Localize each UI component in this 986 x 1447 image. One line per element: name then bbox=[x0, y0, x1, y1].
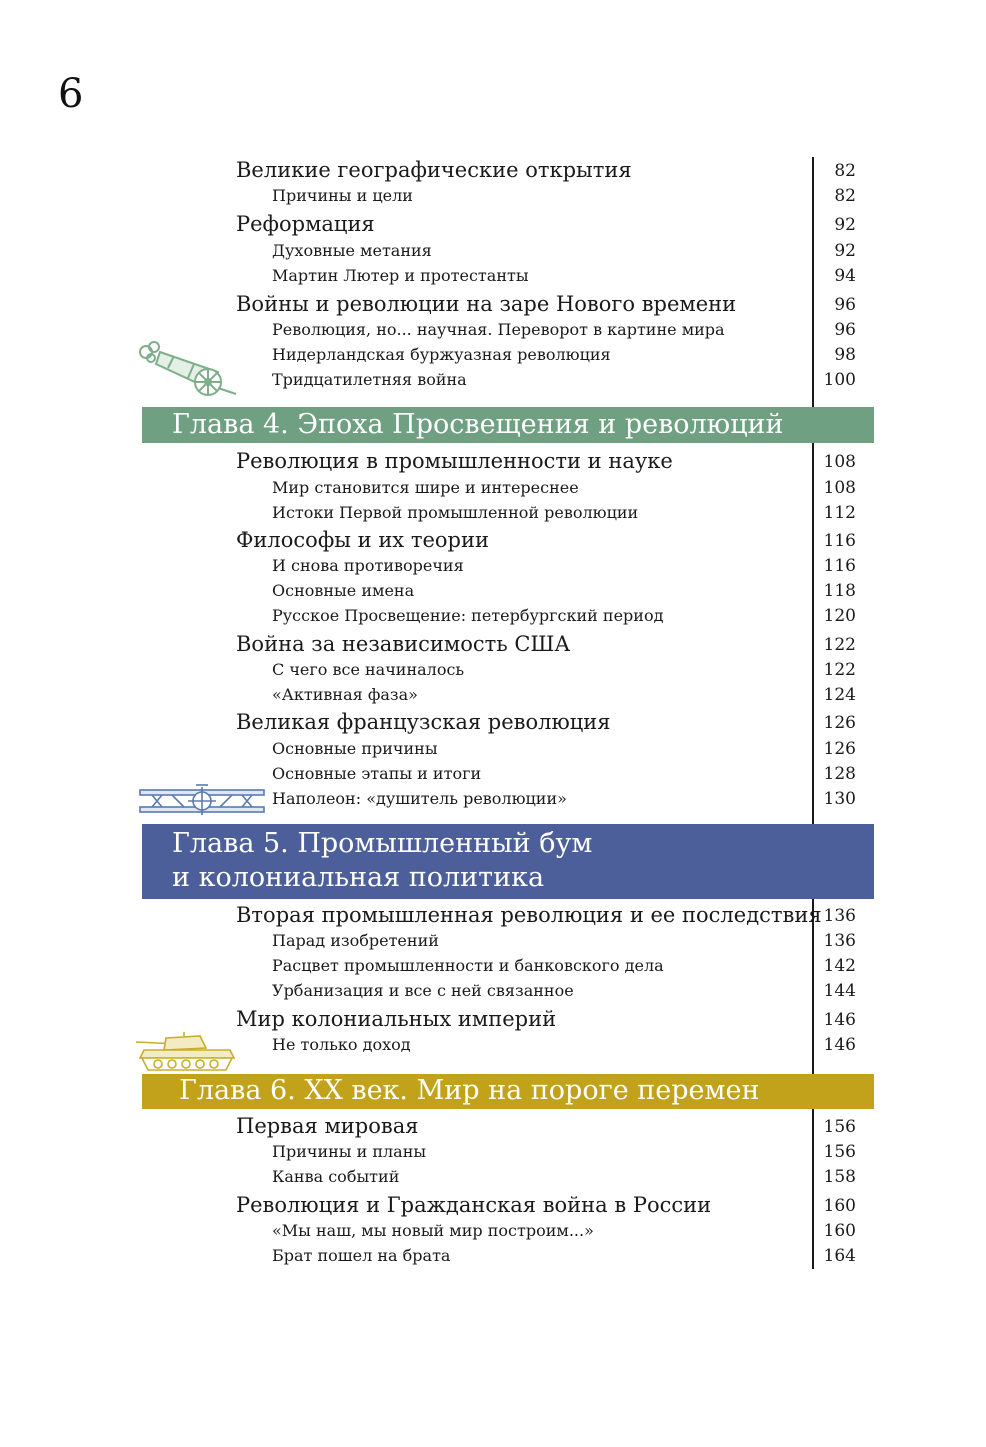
tank-icon bbox=[134, 1030, 238, 1074]
cannon-icon bbox=[134, 338, 240, 398]
toc-subentry-page: 82 bbox=[834, 186, 856, 206]
toc-subentry[interactable] bbox=[0, 500, 986, 526]
toc-subentry[interactable] bbox=[0, 682, 986, 708]
toc-entry[interactable] bbox=[0, 527, 986, 553]
toc-subentry[interactable] bbox=[0, 978, 986, 1004]
toc-subentry-title: Расцвет промышленности и банковского дела bbox=[272, 956, 664, 975]
toc-subentry-title: Парад изобретений bbox=[272, 931, 439, 950]
chapter-5-title-line2: и колониальная политика bbox=[172, 862, 545, 893]
toc-subentry[interactable] bbox=[0, 736, 986, 762]
toc-entry[interactable] bbox=[0, 291, 986, 317]
toc-subentry-page: 98 bbox=[834, 345, 856, 365]
toc-entry-page: 146 bbox=[823, 1010, 856, 1030]
chapter-6-heading[interactable] bbox=[142, 1074, 874, 1109]
toc-subentry[interactable] bbox=[0, 183, 986, 209]
toc-subentry[interactable] bbox=[0, 1164, 986, 1190]
toc-subentry-page: 144 bbox=[823, 981, 856, 1001]
toc-entry-page: 82 bbox=[834, 161, 856, 181]
chapter-5-heading[interactable] bbox=[142, 824, 874, 899]
toc-subentry[interactable] bbox=[0, 553, 986, 579]
toc-subentry[interactable] bbox=[0, 603, 986, 629]
toc-subentry[interactable] bbox=[0, 475, 986, 501]
toc-subentry-page: 108 bbox=[823, 478, 856, 498]
toc-subentry-title: С чего все начиналось bbox=[272, 660, 465, 679]
toc-subentry-title: Брат пошел на брата bbox=[272, 1246, 451, 1265]
toc-subentry-page: 126 bbox=[823, 739, 856, 759]
toc-entry-title: Великие географические открытия bbox=[236, 158, 632, 182]
toc-entry[interactable] bbox=[0, 1192, 986, 1218]
toc-subentry-page: 122 bbox=[823, 660, 856, 680]
toc-entry-title: Война за независимость США bbox=[236, 632, 571, 656]
toc-subentry-page: 96 bbox=[834, 320, 856, 340]
toc-subentry-page: 92 bbox=[834, 241, 856, 261]
toc-subentry-page: 130 bbox=[823, 789, 856, 809]
toc-subentry[interactable] bbox=[0, 1139, 986, 1165]
toc-subentry-title: Канва событий bbox=[272, 1167, 400, 1186]
toc-entry-page: 156 bbox=[823, 1117, 856, 1137]
toc-entry[interactable] bbox=[0, 709, 986, 735]
toc-entry-title: Великая французская революция bbox=[236, 710, 611, 734]
toc-entry-title: Философы и их теории bbox=[236, 528, 489, 552]
toc-subentry-title: Урбанизация и все с ней связанное bbox=[272, 981, 574, 1000]
toc-entry-page: 96 bbox=[834, 295, 856, 315]
toc-subentry-page: 164 bbox=[823, 1246, 856, 1266]
toc-subentry[interactable] bbox=[0, 1243, 986, 1269]
toc-subentry-title: Тридцатилетняя война bbox=[272, 370, 467, 389]
toc-subentry-title: «Активная фаза» bbox=[272, 685, 418, 704]
toc-entry[interactable] bbox=[0, 157, 986, 183]
toc-subentry-title: Основные этапы и итоги bbox=[272, 764, 482, 783]
toc-entry-title: Революция и Гражданская война в России bbox=[236, 1193, 712, 1217]
toc-entry[interactable] bbox=[0, 631, 986, 657]
toc-entry[interactable] bbox=[0, 211, 986, 237]
toc-subentry-page: 116 bbox=[823, 556, 856, 576]
toc-subentry-title: Русское Просвещение: петербургский период bbox=[272, 606, 664, 625]
toc-entry-page: 160 bbox=[823, 1196, 856, 1216]
chapter-4-title: Глава 4. Эпоха Просвещения и революций bbox=[172, 409, 784, 440]
chapter-4-heading[interactable] bbox=[142, 407, 874, 443]
toc-entry-page: 108 bbox=[823, 452, 856, 472]
toc-subentry-page: 100 bbox=[823, 370, 856, 390]
toc-subentry-title: И снова противоречия bbox=[272, 556, 464, 575]
toc-subentry-page: 142 bbox=[823, 956, 856, 976]
toc-subentry-title: Духовные метания bbox=[272, 241, 432, 260]
toc-entry-page: 122 bbox=[823, 635, 856, 655]
toc-subentry[interactable] bbox=[0, 928, 986, 954]
toc-subentry-page: 158 bbox=[823, 1167, 856, 1187]
toc-subentry-page: 94 bbox=[834, 266, 856, 286]
toc-entry-page: 136 bbox=[823, 906, 856, 926]
toc-entry-page: 116 bbox=[823, 531, 856, 551]
toc-entry[interactable] bbox=[0, 448, 986, 474]
toc-subentry[interactable] bbox=[0, 953, 986, 979]
toc-subentry[interactable] bbox=[0, 1218, 986, 1244]
toc-entry-title: Реформация bbox=[236, 212, 375, 236]
chapter-6-title: Глава 6. XX век. Мир на пороге перемен bbox=[179, 1075, 760, 1106]
toc-entry-title: Революция в промышленности и науке bbox=[236, 449, 673, 473]
toc-subentry-page: 118 bbox=[823, 581, 856, 601]
toc-subentry-title: Основные причины bbox=[272, 739, 438, 758]
toc-subentry-page: 128 bbox=[823, 764, 856, 784]
toc-subentry-page: 160 bbox=[823, 1221, 856, 1241]
toc-entry[interactable] bbox=[0, 902, 986, 928]
toc-subentry-page: 146 bbox=[823, 1035, 856, 1055]
toc-subentry-title: Причины и планы bbox=[272, 1142, 427, 1161]
toc-subentry[interactable] bbox=[0, 657, 986, 683]
toc-subentry-title: Основные имена bbox=[272, 581, 415, 600]
toc-entry-title: Войны и революции на заре Нового времени bbox=[236, 292, 737, 316]
toc-subentry-page: 112 bbox=[823, 503, 856, 523]
toc-subentry-title: Нидерландская буржуазная революция bbox=[272, 345, 611, 364]
toc-subentry-page: 124 bbox=[823, 685, 856, 705]
toc-subentry-title: Мартин Лютер и протестанты bbox=[272, 266, 529, 285]
toc-entry-title: Мир колониальных империй bbox=[236, 1007, 557, 1031]
toc-entry-page: 92 bbox=[834, 215, 856, 235]
page-number: 6 bbox=[58, 71, 84, 117]
chapter-5-title-line1: Глава 5. Промышленный бум bbox=[172, 828, 593, 859]
biplane-icon bbox=[138, 784, 266, 818]
toc-subentry-title: Мир становится шире и интереснее bbox=[272, 478, 579, 497]
toc-subentry-title: Причины и цели bbox=[272, 186, 413, 205]
toc-subentry[interactable] bbox=[0, 263, 986, 289]
toc-subentry[interactable] bbox=[0, 238, 986, 264]
toc-entry-title: Первая мировая bbox=[236, 1114, 419, 1138]
toc-subentry-page: 120 bbox=[823, 606, 856, 626]
toc-subentry-title: Революция, но... научная. Переворот в картине мира bbox=[272, 320, 725, 339]
toc-subentry[interactable] bbox=[0, 578, 986, 604]
toc-subentry-title: Не только доход bbox=[272, 1035, 411, 1054]
toc-entry-title: Вторая промышленная революция и ее последствия bbox=[236, 903, 822, 927]
toc-subentry-page: 136 bbox=[823, 931, 856, 951]
toc-entry[interactable] bbox=[0, 1113, 986, 1139]
toc-entry[interactable] bbox=[0, 1006, 986, 1032]
toc-subentry-page: 156 bbox=[823, 1142, 856, 1162]
toc-subentry-title: Наполеон: «душитель революции» bbox=[272, 789, 567, 808]
toc-subentry-title: «Мы наш, мы новый мир построим...» bbox=[272, 1221, 594, 1240]
toc-subentry-title: Истоки Первой промышленной революции bbox=[272, 503, 639, 522]
toc-entry-page: 126 bbox=[823, 713, 856, 733]
